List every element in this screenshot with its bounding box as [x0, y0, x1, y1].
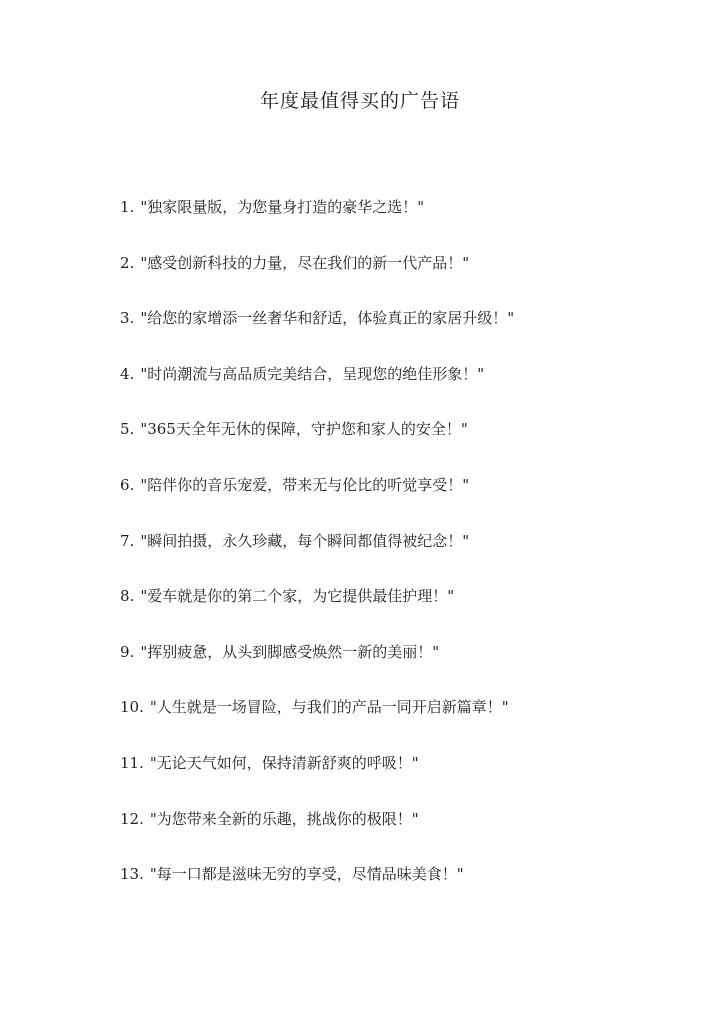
list-item [120, 807, 680, 863]
item-number: 12. [120, 809, 144, 828]
item-text: "感受创新科技的力量，尽在我们的新一代产品！" [140, 253, 470, 272]
slogan-list [120, 195, 680, 918]
item-text: "人生就是一场冒险，与我们的产品一同开启新篇章！" [149, 698, 509, 717]
item-number: 9. [120, 642, 135, 661]
item-number: 7. [120, 531, 135, 550]
list-item [120, 473, 680, 529]
item-number: 13. [120, 865, 144, 884]
item-number: 3. [120, 309, 135, 328]
list-item [120, 751, 680, 807]
item-number: 6. [120, 475, 135, 494]
item-number: 11. [120, 753, 144, 772]
list-item [120, 417, 680, 473]
item-text: "爱车就是你的第二个家，为它提供最佳护理！" [140, 587, 455, 606]
item-text: "独家限量版，为您量身打造的豪华之选！" [140, 198, 425, 216]
list-item [120, 195, 680, 251]
item-number: 8. [120, 587, 135, 606]
list-item [120, 251, 680, 307]
list-item [120, 584, 680, 640]
item-text: "陪伴你的音乐宠爱，带来无与伦比的听觉享受！" [140, 475, 470, 494]
list-item [120, 306, 680, 362]
item-number: 1. [120, 198, 135, 216]
list-item [120, 362, 680, 418]
item-text: "365天全年无休的保障，守护您和家人的安全！" [140, 420, 468, 439]
item-number: 4. [120, 364, 135, 383]
list-item [120, 695, 680, 751]
list-item [120, 862, 680, 918]
item-text: "为您带来全新的乐趣，挑战你的极限！" [149, 809, 419, 828]
item-number: 10. [120, 698, 144, 717]
list-item [120, 529, 680, 585]
item-text: "每一口都是滋味无穷的享受，尽情品味美食！" [149, 865, 464, 884]
item-number: 5. [120, 420, 135, 439]
item-text: "瞬间拍摄，永久珍藏，每个瞬间都值得被纪念！" [140, 531, 470, 550]
item-text: "挥别疲惫，从头到脚感受焕然一新的美丽！" [140, 642, 440, 661]
page-title: 年度最值得买的广告语 [259, 90, 460, 112]
item-text: "无论天气如何，保持清新舒爽的呼吸！" [149, 753, 419, 772]
list-item [120, 640, 680, 696]
item-text: "给您的家增添一丝奢华和舒适，体验真正的家居升级！" [140, 309, 515, 328]
item-number: 2. [120, 253, 135, 272]
item-text: "时尚潮流与高品质完美结合，呈现您的绝佳形象！" [140, 364, 485, 383]
